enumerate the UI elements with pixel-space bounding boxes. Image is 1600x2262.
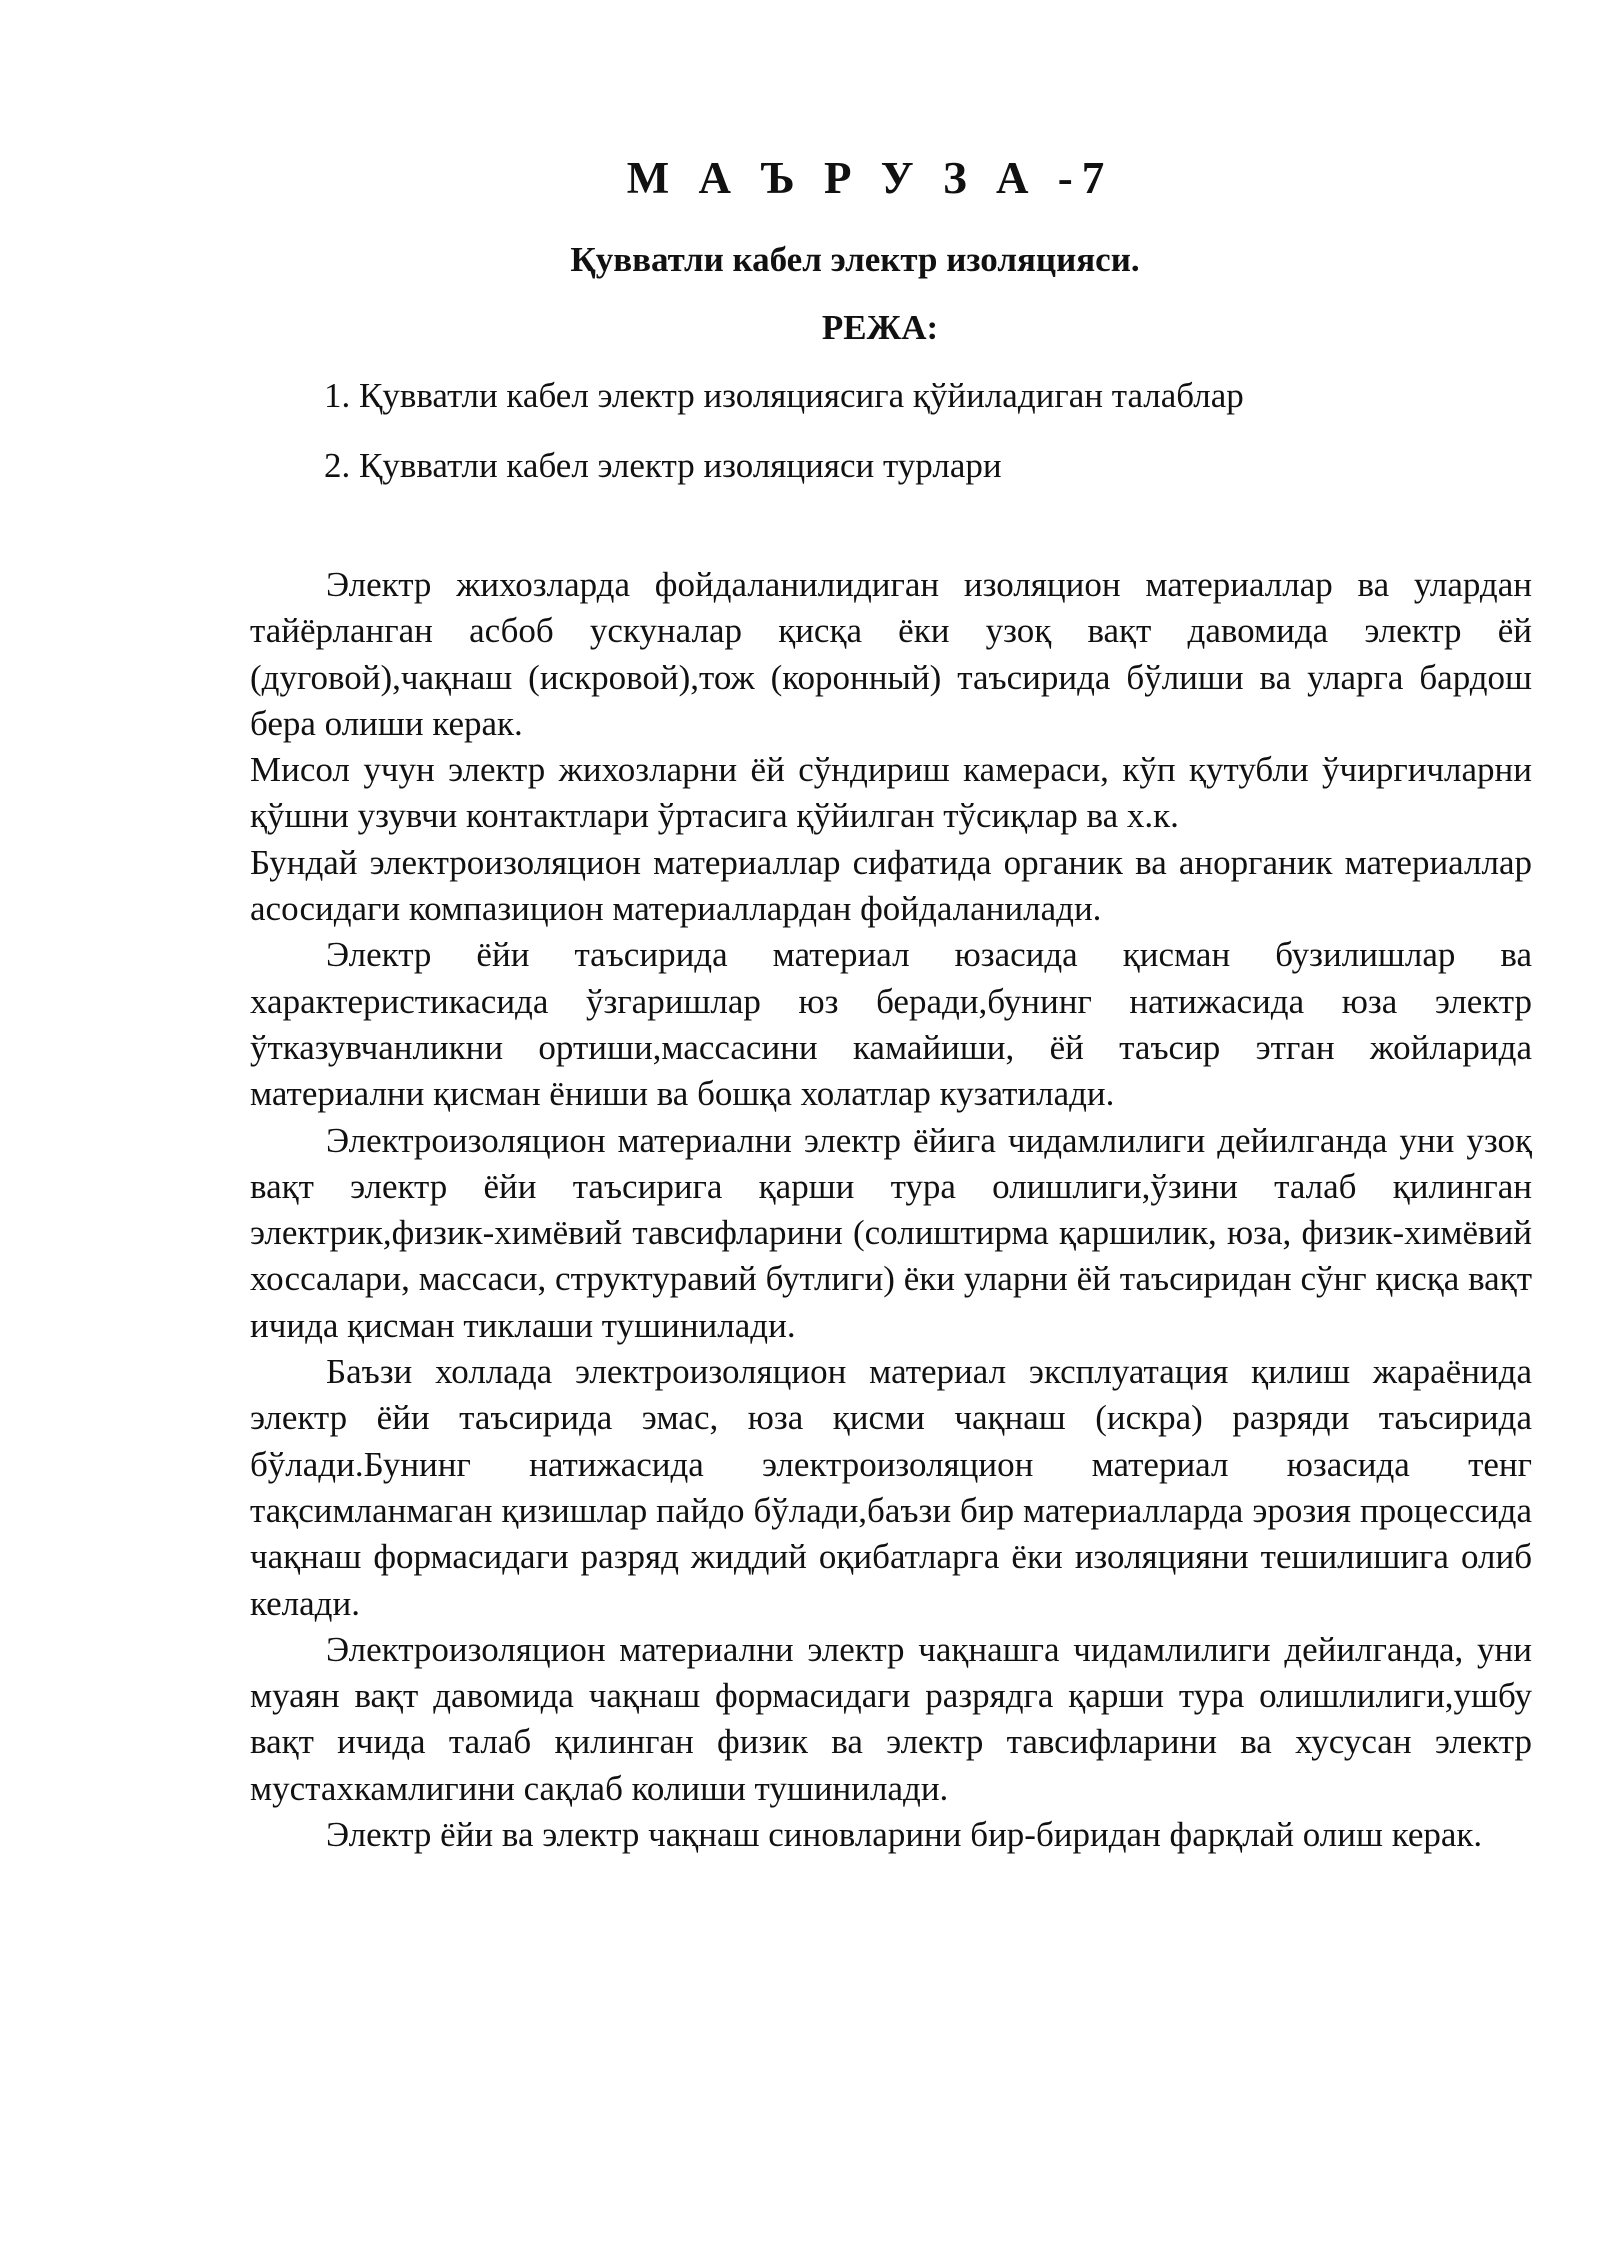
paragraph: Электроизоляцион материални электр чақнашга чидамлилиги дейилганда, уни муаян вақт давомида чақнаш формасидаги разрядга қарши тура олишлилиги,ушбу вақт ичида талаб қилинган физик ва электр тавсифларини ва хусусан электр мустахкамлигини сақлаб колиши тушинилади. — [250, 1629, 1532, 1808]
paragraph: Электр ёйи таъсирида материал юзасида қисман бузилишлар ва характеристикасида ўзгаришлар юз беради,бунинг натижасида юза электр ўтказувчанликни ортиши,массасини камайиши, ёй таъсир этган жойларида материални қисман ёниши ва бошқа холатлар кузатилади. — [250, 935, 1532, 1114]
lecture-subtitle: Қувватли кабел электр изоляцияси. — [570, 240, 1140, 279]
body-text — [250, 562, 1532, 1858]
plan-heading: РЕЖА: — [821, 308, 939, 347]
paragraph: Мисол учун электр жихозларни ёй сўндириш камераси, кўп қутубли ўчиргичларни қўшни узувчи контактлари ўртасига қўйилган тўсиқлар ва х.к. — [250, 750, 1532, 836]
paragraph: Бундай электроизоляцион материаллар сифатида органик ва анорганик материаллар асосидаги компазицион материаллардан фойдаланилади. — [250, 842, 1532, 929]
paragraph: Электроизоляцион материални электр ёйига чидамлилиги дейилганда уни узоқ вақт электр ёйи таъсирига қарши тура олишлиги,ўзини талаб қилинган электрик,физик-химёвий тавсифларини (солиштирма қаршилик, юза, физик-химёвий хоссалари, массаси, структуравий бутлиги) ёки уларни ёй таъсиридан сўнг қисқа вақт ичида қисман тиклаши тушинилади. — [250, 1120, 1532, 1345]
paragraph: Электр ёйи ва электр чақнаш синовларини бир-биридан фарқлай олиш керак. — [326, 1815, 1483, 1855]
paragraph: Баъзи холлада электроизоляцион материал эксплуатация қилиш жараёнида электр ёйи таъсирида эмас, юза қисми чақнаш (искра) разряди таъсирида бўлади.Бунинг натижасида электроизоляцион материал юзасида тенг тақсимланмаган қизишлар пайдо бўлади,баъзи бир материалларда эрозия процессида чақнаш формасидаги разряд жиддий оқибатларга ёки изоляцияни тешилишига олиб келади. — [250, 1352, 1532, 1623]
plan-item-2: 2. Қувватли кабел электр изоляцияси турлари — [324, 446, 1002, 485]
lecture-title: М А Ъ Р У З А -7 — [626, 153, 1114, 203]
paragraph: Электр жихозларда фойдаланилидиган изоляцион материаллар ва улардан тайёрланган асбоб ускуналар қисқа ёки узоқ вақт давомида электр ёй (дуговой),чақнаш (искровой),тож (коронный) таъсирида бўлиши ва уларга бардош бера олиши керак. — [250, 565, 1532, 743]
plan-item-1: 1. Қувватли кабел электр изоляциясига қўйиладиган талаблар — [324, 376, 1244, 415]
